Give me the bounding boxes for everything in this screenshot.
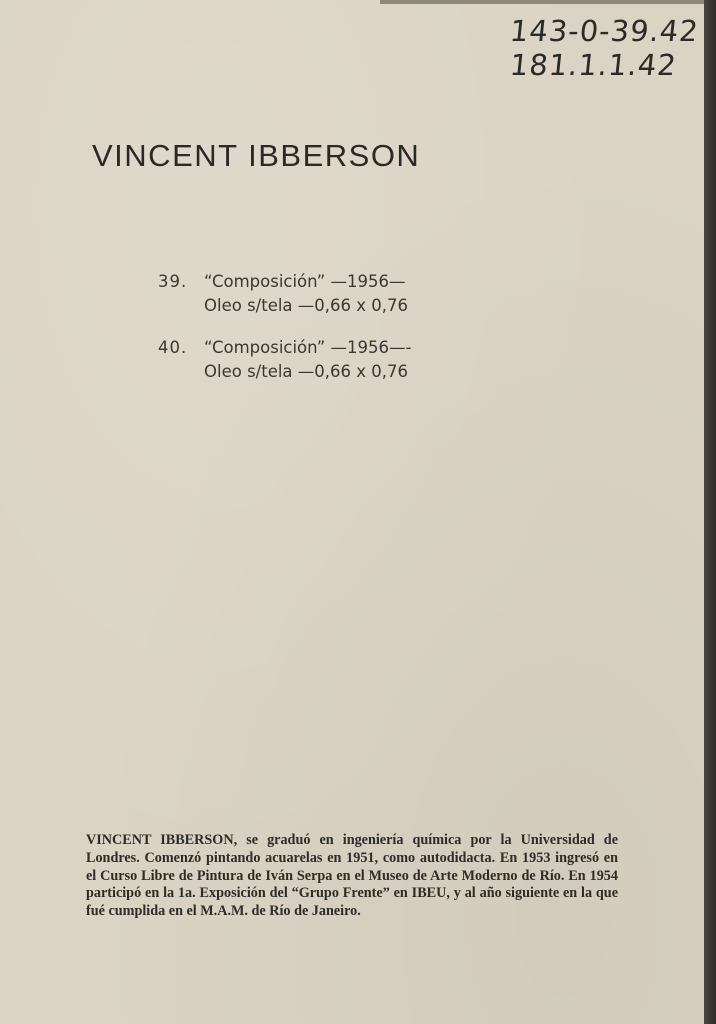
- work-number: 40.: [158, 338, 188, 357]
- page-edge-right: [704, 0, 716, 1024]
- work-title-year: “Composición” —1956—-: [204, 338, 412, 357]
- page-edge-top: [380, 0, 704, 4]
- handwritten-note-2: 181.1.1.42: [508, 48, 679, 82]
- biography-lead: VINCENT IBBERSON,: [86, 832, 238, 848]
- artist-biography: [86, 832, 618, 921]
- work-title-year: “Composición” —1956—: [204, 272, 406, 291]
- work-number: 39.: [158, 272, 188, 291]
- handwritten-note-1: 143-0-39.42: [508, 14, 701, 48]
- artist-name-heading: VINCENT IBBERSON: [92, 138, 421, 173]
- work-medium-size: Oleo s/tela —0,66 x 0,76: [204, 296, 409, 315]
- work-medium-size: Oleo s/tela —0,66 x 0,76: [204, 362, 409, 381]
- biography-text: se graduó en ingeniería química por la Universidad de Londres. Comenzó pintando acuarelas en 1951, como autodidacta. En 1953 ingresó en el Curso Libre de Pintura de Iván Serpa en el Museo de Arte Moderno de Río. En 1954 participó en la 1a. Exposición del “Grupo Frente” en IBEU, y al año siguiente en la que fué cumplida en el M.A.M. de Río de Janeiro.: [86, 832, 618, 920]
